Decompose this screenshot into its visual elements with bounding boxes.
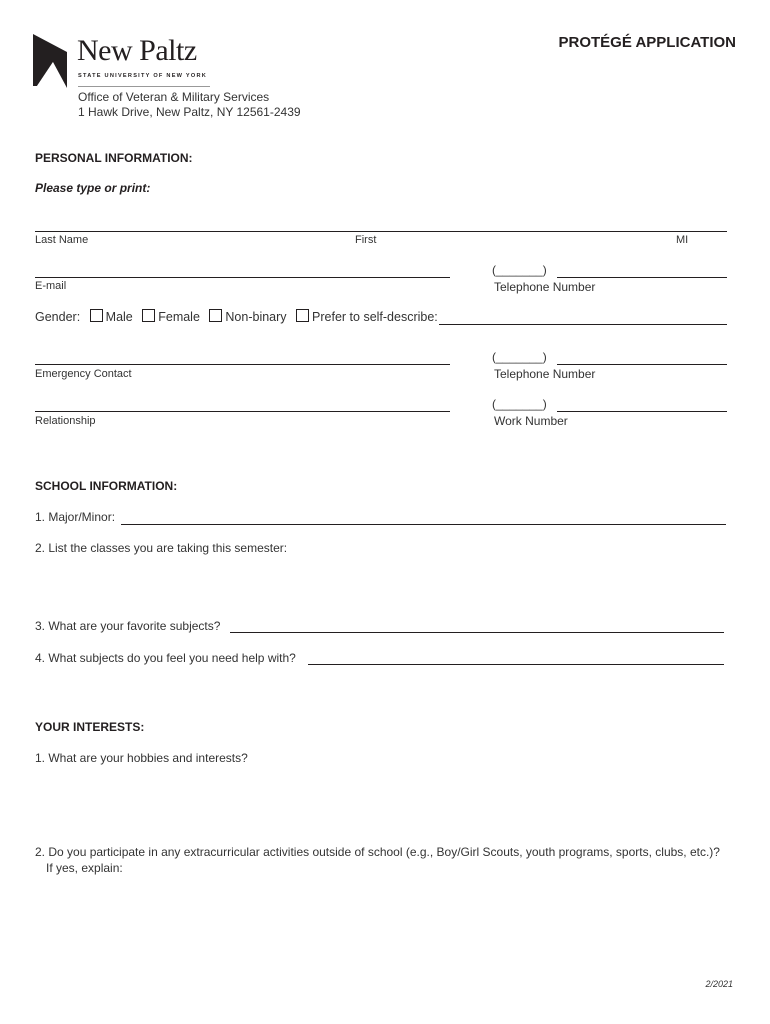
logo-subtitle: STATE UNIVERSITY OF NEW YORK <box>78 73 208 79</box>
classes-label: 2. List the classes you are taking this semester: <box>35 541 288 555</box>
logo-wordmark: New Paltz <box>77 34 197 67</box>
work-area-code-field[interactable]: (_______) <box>492 397 547 411</box>
major-minor-field[interactable] <box>121 524 726 525</box>
favorite-subjects-field[interactable] <box>230 632 724 633</box>
telephone-field[interactable] <box>557 277 727 278</box>
emergency-telephone-label: Telephone Number <box>494 367 596 381</box>
email-field[interactable] <box>35 277 450 278</box>
header-rule <box>78 86 210 87</box>
gender-option-self-describe[interactable]: Prefer to self-describe: <box>296 310 438 324</box>
gender-option-nonbinary[interactable]: Non-binary <box>209 310 286 324</box>
work-number-field[interactable] <box>557 411 727 412</box>
personal-heading: PERSONAL INFORMATION: <box>35 151 193 165</box>
self-describe-checkbox[interactable] <box>296 309 309 322</box>
gender-option-female[interactable]: Female <box>142 310 200 324</box>
extracurricular-label: 2. Do you participate in any extracurricular activities outside of school (e.g., Boy/Girl Scouts, youth programs, sports, clubs, etc.)? <box>35 845 720 859</box>
major-minor-label: 1. Major/Minor: <box>35 510 116 524</box>
male-checkbox[interactable] <box>90 309 103 322</box>
area-code-field[interactable]: (_______) <box>492 263 547 277</box>
name-field[interactable] <box>35 231 727 232</box>
work-number-label: Work Number <box>494 414 568 428</box>
help-subjects-label: 4. What subjects do you feel you need help with? <box>35 651 296 665</box>
school-heading: SCHOOL INFORMATION: <box>35 479 178 493</box>
last-name-label: Last Name <box>35 234 89 246</box>
page-title: PROTÉGÉ APPLICATION <box>558 34 736 51</box>
favorite-subjects-label: 3. What are your favorite subjects? <box>35 619 221 633</box>
relationship-label: Relationship <box>35 415 96 427</box>
office-address: 1 Hawk Drive, New Paltz, NY 12561-2439 <box>78 105 301 119</box>
gender-row <box>35 309 438 324</box>
emergency-telephone-field[interactable] <box>557 364 727 365</box>
instruction: Please type or print: <box>35 181 151 195</box>
emergency-contact-field[interactable] <box>35 364 450 365</box>
gender-option-male[interactable]: Male <box>90 310 133 324</box>
mi-label: MI <box>676 234 689 246</box>
logo <box>33 34 213 90</box>
emergency-area-code-field[interactable]: (_______) <box>492 350 547 364</box>
hobbies-label: 1. What are your hobbies and interests? <box>35 751 248 765</box>
gender-label: Gender: <box>35 310 81 324</box>
explain-label: If yes, explain: <box>46 861 123 875</box>
emergency-contact-label: Emergency Contact <box>35 368 132 380</box>
help-subjects-field[interactable] <box>308 664 724 665</box>
email-label: E-mail <box>35 280 67 292</box>
revision-date: 2/2021 <box>705 979 733 989</box>
office-name: Office of Veteran & Military Services <box>78 90 270 104</box>
self-describe-field[interactable] <box>439 324 727 325</box>
female-checkbox[interactable] <box>142 309 155 322</box>
first-name-label: First <box>355 234 377 246</box>
nonbinary-checkbox[interactable] <box>209 309 222 322</box>
interests-heading: YOUR INTERESTS: <box>35 720 145 734</box>
hawk-mark-icon <box>33 34 67 88</box>
relationship-field[interactable] <box>35 411 450 412</box>
telephone-label: Telephone Number <box>494 280 596 294</box>
